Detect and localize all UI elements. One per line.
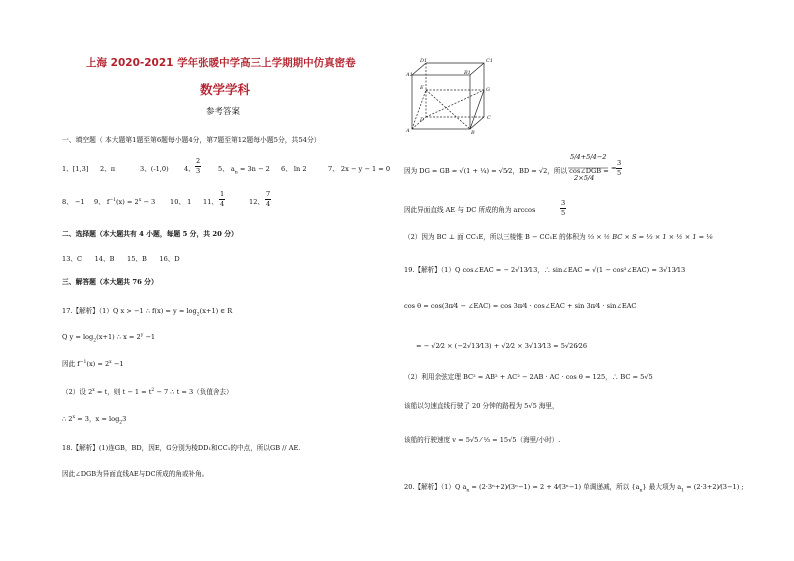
section2-answers: 13、C 14、B 15、B 16、D: [62, 255, 180, 263]
fraction-numerator: 7: [266, 190, 271, 198]
q19-line6-pre: 该船的行驶速度: [404, 436, 451, 444]
label-d: D: [420, 117, 425, 123]
label-e: E: [420, 85, 424, 91]
answer-3: 3、(-1,0): [140, 165, 169, 173]
answer-9-text: 9、 f: [94, 198, 110, 207]
answer-7: 7、 2x − y − 1 = 0: [328, 165, 391, 173]
section1-heading: 一、填空题（ 本大题第1题至第6题每小题4分，第7题至第12题每小题5分，共54分）: [62, 136, 321, 144]
answer-5-text: 5、 a: [218, 165, 235, 173]
q17-line5: [62, 416, 126, 426]
q19-line1: 19.【解析】（1）Q cos∠EAC = − 2√13⁄13，∴ sin∠EAC = √(1 − cos²∠EAC) = 3√13⁄13: [404, 266, 686, 274]
q19-line2-mid2: cos∠EAC + sin: [533, 302, 585, 310]
line-eb: [426, 90, 470, 129]
fraction-denominator: 5: [561, 208, 566, 217]
label-a1: A1: [406, 72, 413, 78]
cos-dgb-result: [616, 160, 622, 176]
q17-line5-sup: x: [72, 415, 76, 420]
q20-line1: 20.【解析】（1）Q $a_n$ = (2·3ⁿ+2)⁄(3ⁿ−1) = 2 + 4⁄(3ⁿ−1) 单调递减，所以 $\{a_n\}$ 最大项为 $a_1$ = (2·3+2)⁄(3−1) ;: [404, 483, 744, 494]
q17-line5-tail: 3: [122, 415, 127, 424]
q17-line2-sub: 2: [93, 338, 97, 344]
q18-line3-mid: ，BD = √2，所以 cos∠DGB =: [512, 167, 609, 175]
answer-11: 11、: [203, 198, 218, 206]
answer-key-heading: 参考答案: [206, 107, 241, 117]
cube-edge-a1d1: [412, 63, 426, 75]
q20-mid2: } 最大项为 a: [642, 483, 682, 491]
q19-line2-pre: cos θ = cos(: [404, 302, 445, 310]
q17-line1-text: 17.【解析】（1）Q x > −1 ∴ f(x) = y = log: [62, 307, 197, 315]
q18-line3-lead: 因为 DG = GB =: [404, 167, 458, 175]
label-g: G: [486, 87, 490, 93]
fraction-numerator: 3: [561, 199, 566, 207]
answer-11-fraction: [219, 191, 225, 207]
q19-line6: 该船的行驶速度 v = 5√5 ⁄ ⅓ = 15√5（海里/小时）.: [404, 436, 561, 444]
q18-line5: （2）因为 BC ⊥ 面 CC₁E，所以三棱锥 B − CC₁E 的体积为 ⅓ × ½ BC × S = ⅓ × 1 × ½ × 1 = ⅙: [404, 233, 713, 241]
q17-line5-sub: 2: [119, 420, 123, 426]
line-dg: [426, 90, 484, 117]
label-a: A: [406, 128, 410, 134]
q18-line3: 因为 DG = GB = √(1 + ¼) = √5⁄2，BD = √2，所以 cos∠DGB =: [404, 167, 609, 175]
q17-line3-tail: −1: [111, 360, 124, 369]
label-b: B: [471, 130, 475, 135]
q19-line2: cos θ = cos(3π⁄4 − ∠EAC) = cos 3π⁄4 · cos∠EAC + sin 3π⁄4 · sin∠EAC: [404, 302, 637, 310]
q17-line4-sup2: 2: [151, 388, 155, 393]
q19-line2-mid: − ∠EAC) = cos: [460, 302, 512, 310]
q17-line4-end: = t，则 t − 1 = t: [94, 388, 152, 397]
label-b1: B1: [464, 70, 471, 76]
q17-line4: [62, 389, 233, 396]
answer-9: [94, 199, 155, 206]
q19-line4: （2）利用余弦定理 BC² = AB² + AC² − 2AB · AC · cos θ = 125，∴ BC = 5√5: [404, 373, 653, 381]
q18-line2: 因此∠DGB为异面直线AE与DC所成的角或补角。: [62, 470, 209, 478]
fraction-numerator: 3: [617, 159, 622, 167]
svg-text:2×5/4: 2×5/4: [574, 174, 595, 182]
q17-line5-text: ∴ 2: [62, 415, 73, 424]
q17-line2: [62, 334, 155, 344]
q17-line3: [62, 361, 124, 368]
q17-line5-end: = 3，x = log: [75, 415, 120, 424]
answer-5-sub: n: [234, 170, 238, 176]
answer-12: 12、: [249, 198, 264, 206]
q20-line1-text: 20.【解析】（1）Q a: [404, 483, 467, 491]
q17-line3-text: 因此 f: [62, 360, 80, 369]
answer-2: 2、π: [100, 165, 116, 173]
cube-edge-b1c1: [470, 63, 484, 75]
q18-line4-text: 因此异面直线 AE 与 DC 所成的角为 arccos: [404, 206, 536, 214]
q17-line4-tail: − 7 ∴ t = 3（负值舍去）: [154, 388, 233, 397]
answer-4: 4、: [184, 165, 195, 173]
cos-dgb-fraction: [566, 150, 634, 190]
svg-text:5/4+5/4−2: 5/4+5/4−2: [570, 153, 607, 161]
subject-title: 数学学科: [200, 82, 251, 97]
section2-heading: 二、选择题（本大题共有 4 小题，每题 5 分，共 20 分）: [62, 230, 238, 238]
label-c: C: [487, 115, 491, 121]
q19-line6-post: = 15√5（海里/小时）.: [492, 436, 561, 444]
svg-text:=: =: [611, 164, 617, 172]
fraction-denominator: 5: [617, 168, 622, 177]
q17-line2-text: Q y = log: [62, 333, 94, 342]
q18-line4: [404, 207, 535, 214]
answer-1: 1、[1,3]: [62, 165, 89, 173]
q17-line3-sup: −1: [79, 360, 87, 365]
q18-line5-text: （2）因为 BC ⊥ 面 CC₁E，所以三棱锥 B − CC₁E 的体积为: [404, 233, 586, 241]
q17-line1-sub: 2: [196, 312, 200, 318]
q17-line2-sup: y: [140, 333, 144, 338]
answer-5: [218, 166, 270, 176]
answer-4-fraction: [195, 158, 201, 174]
q17-line3-end: (x) = 2: [86, 360, 110, 369]
q19-line2-end: · sin∠EAC: [602, 302, 637, 310]
answer-9-sup2: x: [138, 198, 142, 203]
q19-line3: = − √2⁄2 × (−2√13⁄13) + √2⁄2 × 3√13⁄13 = 5√26⁄26: [416, 342, 588, 350]
label-c1: C1: [486, 58, 494, 64]
fraction-numerator: 2: [196, 157, 201, 165]
q17-line1: [62, 308, 232, 318]
label-d1: D1: [420, 58, 428, 64]
q17-line3-sup2: x: [109, 360, 112, 365]
answer-9-end: − 3: [141, 198, 156, 207]
fraction-denominator: 3: [196, 166, 201, 175]
answer-6: 6、 ln 2: [281, 165, 307, 173]
answer-8: 8、 −1: [62, 198, 85, 206]
section3-heading: 三、解答题（本大题共 76 分）: [62, 278, 158, 286]
exam-title: 上海 2020-2021 学年张暖中学高三上学期期中仿真密卷: [86, 57, 356, 69]
fraction-denominator: 4: [220, 199, 225, 208]
answer-9-sup: −1: [109, 198, 116, 203]
answer-9-rest: (x) = 2: [115, 198, 139, 207]
line-ae: [412, 90, 426, 129]
q17-line4-sup: x: [92, 388, 95, 393]
q17-line4-text: （2）设 2: [62, 388, 93, 397]
q20-sub-n: n: [639, 488, 643, 494]
q18-line1: 18.【解析】(1)连GB，BD，因E，G分别为棱DD₁和CC₁的中点，所以GB // AE.: [62, 444, 301, 452]
fraction-denominator: 4: [266, 199, 271, 208]
cube-figure: [404, 55, 496, 135]
answer-10: 10、 1: [170, 198, 192, 206]
q17-line2-tail: −1: [143, 333, 156, 342]
q19-line5: 该船以匀速直线行驶了 20 分钟的路程为 5√5 海里，: [404, 402, 559, 410]
q19-line3-text: = −: [416, 342, 430, 350]
q17-line2-end: (x+1) ∴ x = 2: [96, 333, 141, 342]
arccos-fraction: [560, 200, 566, 216]
answer-5-rest: = 3n − 2: [237, 165, 270, 173]
q20-sub-1: 1: [681, 488, 685, 494]
q17-line1-end: (x+1) ∈ R: [199, 307, 233, 315]
q19-line1-text: 19.【解析】（1）Q cos∠EAC = −: [404, 266, 509, 274]
q20-sub: n: [466, 488, 470, 494]
fraction-numerator: 1: [220, 190, 225, 198]
q19-line1-mid: ，∴ sin∠EAC = √(1 − cos²∠EAC) =: [537, 266, 657, 274]
answer-12-fraction: [265, 191, 271, 207]
q20-mid: 单调递减，所以 {a: [583, 483, 640, 491]
